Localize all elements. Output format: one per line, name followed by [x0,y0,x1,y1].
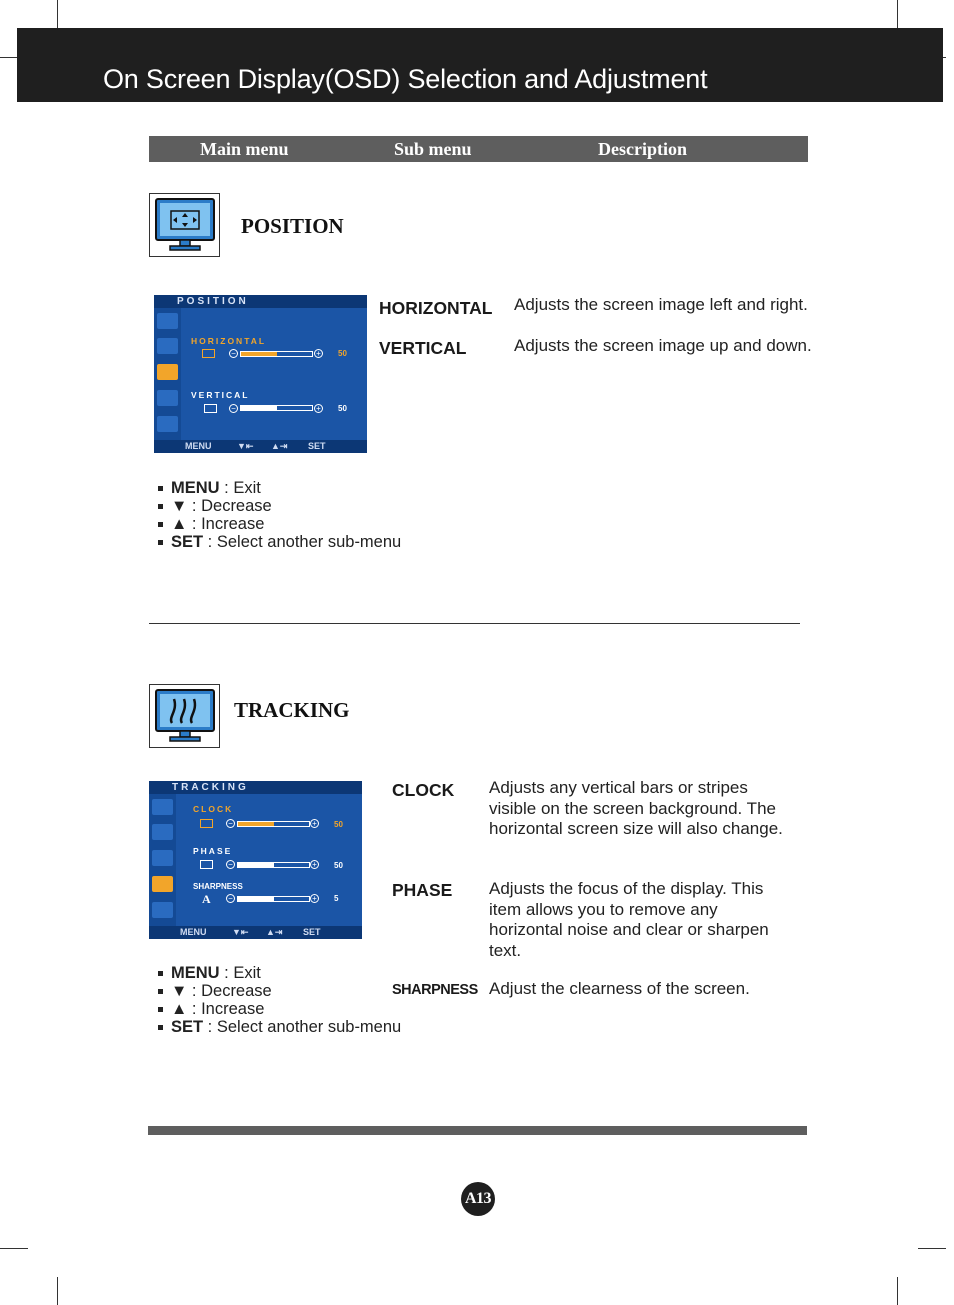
phase-item-icon [200,860,213,869]
phase-slider-fill [238,863,274,867]
tracking-section-title: TRACKING [234,698,350,722]
legend-text: : Exit [219,479,261,497]
osd-tracking-icon [157,390,178,406]
vertical-slider [240,405,313,411]
submenu-vertical: VERTICAL [379,338,467,358]
column-sub-menu: Sub menu [394,139,472,159]
vertical-slider-fill [241,406,277,410]
crop-mark [897,1277,898,1305]
osd-item-label: VERTICAL [191,390,250,400]
osd-title-bar [154,295,367,308]
legend-key: ▲ [171,1000,188,1018]
legend-row-decrease [149,982,401,1000]
clock-item-icon [200,819,213,828]
osd-down-arrow-icon: ▼⇤ [237,441,254,451]
legend-key: ▼ [171,497,188,515]
position-monitor-icon [149,193,220,257]
legend-row-increase [149,1000,401,1018]
tracking-key-legend [149,964,401,1036]
plus-icon: + [310,894,319,903]
submenu-phase: PHASE [392,880,453,900]
legend-row-menu [149,479,401,497]
crop-mark [918,1248,946,1249]
vertical-value: 50 [338,404,347,413]
sharpness-value: 5 [334,894,339,903]
osd-position-icon [157,364,178,380]
legend-key: ▼ [171,982,188,1000]
osd-title: TRACKING [172,782,249,793]
clock-slider [237,821,310,827]
submenu-clock: CLOCK [392,780,455,800]
legend-row-decrease [149,497,401,515]
osd-item-label: SHARPNESS [193,882,243,891]
osd-footer [149,926,362,939]
legend-key: SET [171,1018,204,1036]
legend-row-menu [149,964,401,982]
horizontal-slider-fill [241,352,277,356]
osd-picture-icon [157,313,178,329]
osd-title: POSITION [177,296,249,307]
column-header-bar [149,136,808,162]
position-section-title: POSITION [241,214,344,238]
minus-icon: − [229,349,238,358]
legend-key: MENU [171,479,220,497]
crop-mark [897,0,898,28]
crop-mark [0,1248,28,1249]
osd-position-icon [152,850,173,866]
legend-text: : Select another sub-menu [203,533,402,551]
tracking-monitor-icon [149,684,220,748]
minus-icon: − [229,404,238,413]
position-key-legend [149,479,401,551]
clock-value: 50 [334,820,343,829]
osd-sidebar [149,794,176,926]
legend-key: SET [171,533,204,551]
osd-down-arrow-icon: ▼⇤ [232,927,249,937]
osd-menu-label: MENU [180,927,207,937]
legend-text: : Exit [219,964,261,982]
osd-picture-icon [152,799,173,815]
submenu-horizontal-description: Adjusts the screen image left and right. [514,295,808,314]
minus-icon: − [226,860,235,869]
section-divider [149,623,800,624]
osd-set-label: SET [308,441,326,451]
legend-key: MENU [171,964,220,982]
minus-icon: − [226,819,235,828]
legend-row-set [149,533,401,551]
legend-text: : Decrease [187,982,272,1000]
page-title: On Screen Display(OSD) Selection and Adjustment [103,64,708,94]
footer-bar [148,1126,807,1135]
submenu-sharpness-description: Adjust the clearness of the screen. [489,979,750,998]
osd-up-arrow-icon: ▲⇥ [271,441,288,451]
osd-title-bar [149,781,362,794]
column-main-menu: Main menu [200,139,289,159]
submenu-sharpness: SHARPNESS [392,982,478,998]
osd-up-arrow-icon: ▲⇥ [266,927,283,937]
column-description: Description [598,139,687,159]
crop-mark [57,1277,58,1305]
minus-icon: − [226,894,235,903]
submenu-phase-description: Adjusts the focus of the display. This item allows you to remove any horizontal noise and clear or sharpen text. [489,879,769,960]
osd-sidebar [154,308,181,440]
horizontal-value: 50 [338,349,347,358]
osd-color-icon [157,338,178,354]
submenu-horizontal: HORIZONTAL [379,298,493,318]
legend-text: : Select another sub-menu [203,1018,402,1036]
osd-color-icon [152,824,173,840]
submenu-clock-description: Adjusts any vertical bars or stripes visible on the screen background. The horizontal screen size will also change. [489,778,783,838]
osd-item-label: PHASE [193,846,233,856]
legend-text: : Decrease [187,497,272,515]
position-osd-panel [154,295,367,453]
sharpness-item-icon: A [202,892,211,906]
crop-mark [57,0,58,28]
plus-icon: + [310,860,319,869]
osd-setup-gear-icon [157,416,178,432]
sharpness-slider [237,896,310,902]
legend-row-increase [149,515,401,533]
horizontal-slider [240,351,313,357]
osd-menu-label: MENU [185,441,212,451]
phase-slider [237,862,310,868]
vertical-item-icon [204,404,217,413]
legend-text: : Increase [187,1000,265,1018]
legend-key: ▲ [171,515,188,533]
clock-slider-fill [238,822,274,826]
plus-icon: + [310,819,319,828]
osd-item-label: HORIZONTAL [191,336,267,346]
horizontal-item-icon [202,349,215,358]
legend-text: : Increase [187,515,265,533]
osd-item-label: CLOCK [193,804,234,814]
plus-icon: + [314,349,323,358]
osd-tracking-icon [152,876,173,892]
sharpness-slider-fill [238,897,274,901]
osd-footer [154,440,367,453]
page-number-badge: A13 [461,1182,495,1216]
submenu-vertical-description: Adjusts the screen image up and down. [514,336,812,355]
osd-set-label: SET [303,927,321,937]
osd-setup-gear-icon [152,902,173,918]
header-bar [17,28,943,102]
plus-icon: + [314,404,323,413]
phase-value: 50 [334,861,343,870]
tracking-osd-panel [149,781,362,939]
legend-row-set [149,1018,401,1036]
